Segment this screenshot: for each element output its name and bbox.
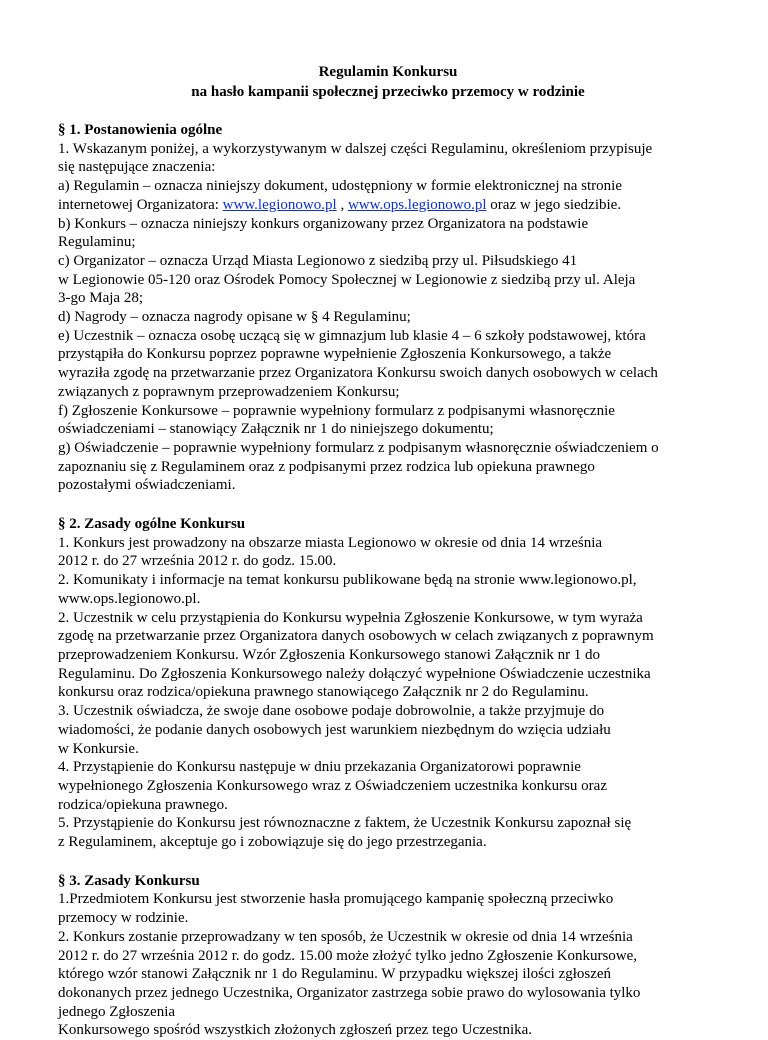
text-line-with-links [58, 196, 718, 215]
text-line: Konkursowego spośród wszystkich złożonych zgłoszeń przez tego Uczestnika. [58, 1022, 533, 1039]
text-line: b) Konkurs – oznacza niniejszy konkurs organizowany przez Organizatora na podstawie [58, 215, 589, 232]
text-line: e) Uczestnik – oznacza osobę uczącą się w gimnazjum lub klasie 4 – 6 szkoły podstawowej, która [58, 327, 646, 344]
text-line: Regulaminu; [58, 234, 136, 251]
document-subtitle: na hasło kampanii społecznej przeciwko przemocy w rodzinie [191, 84, 585, 100]
text-line: a) Regulamin – oznacza niniejszy dokument, udostępniony w formie elektronicznej na stronie [58, 178, 622, 195]
text-line: 2. Uczestnik w celu przystąpienia do Konkursu wypełnia Zgłoszenie Konkursowe, w tym wyraża [58, 609, 643, 626]
text-line: oświadczeniami – stanowiący Załącznik nr 1 do niniejszego dokumentu; [58, 421, 494, 438]
text-line: Regulaminu. Do Zgłoszenia Konkursowego należy dołączyć wypełnione Oświadczenie uczestnika [58, 665, 651, 682]
text-fragment: oraz w jego siedzibie. [486, 196, 622, 213]
text-fragment: internetowej Organizatora: [58, 196, 223, 213]
document-page [58, 62, 718, 1040]
text-line: konkursu oraz rodzica/opiekuna prawnego stanowiącego Załącznik nr 2 do Regulaminu. [58, 684, 589, 701]
section-2 [58, 515, 718, 852]
text-line: 4. Przystąpienie do Konkursu następuje w dniu przekazania Organizatorowi poprawnie [58, 759, 581, 776]
legionowo-link[interactable]: www.legionowo.pl [222, 196, 337, 213]
text-line: 3. Uczestnik oświadcza, że swoje dane osobowe podaje dobrowolnie, a także przyjmuje do [58, 703, 605, 720]
text-line: 2012 r. do 27 września 2012 r. do godz. 15.00 może złożyć tylko jedno Zgłoszenie Konkursowe, [58, 947, 638, 964]
section-2-heading: § 2. Zasady ogólne Konkursu [58, 516, 246, 533]
section-3-heading: § 3. Zasady Konkursu [58, 872, 200, 889]
text-line: związanych z poprawnym przeprowadzeniem Konkursu; [58, 383, 400, 400]
text-line: dokonanych przez jednego Uczestnika, Organizator zastrzega sobie prawo do wylosowania tylko [58, 984, 641, 1001]
document-title: Regulamin Konkursu [318, 64, 458, 80]
text-line: wypełnionego Zgłoszenia Konkursowego wraz z Oświadczeniem uczestnika konkursu oraz [58, 777, 607, 794]
text-line: zapoznaniu się z Regulaminem oraz z podpisanymi przez rodzica lub opiekuna prawnego [58, 458, 595, 475]
text-line: 2. Konkurs zostanie przeprowadzany w ten sposób, że Uczestnik w okresie od dnia 14 września [58, 928, 633, 945]
text-line: przemocy w rodzinie. [58, 910, 189, 927]
text-line: d) Nagrody – oznacza nagrody opisane w § 4 Regulaminu; [58, 309, 411, 326]
text-line: w Legionowie 05-120 oraz Ośrodek Pomocy Społecznej w Legionowie z siedzibą przy ul. Aleja [58, 271, 636, 288]
text-line: jednego Zgłoszenia [58, 1003, 176, 1020]
text-line: którego wzór stanowi Załącznik nr 1 do Regulaminu. W przypadku większej ilości zgłoszeń [58, 966, 612, 983]
text-line: wiadomości, że podanie danych osobowych jest warunkiem niezbędnym do wzięcia udziału [58, 721, 611, 738]
text-line: 2012 r. do 27 września 2012 r. do godz. 15.00. [58, 553, 337, 570]
text-line: g) Oświadczenie – poprawnie wypełniony formularz z podpisanym własnoręcznie oświadczeniem o [58, 439, 659, 456]
text-line: c) Organizator – oznacza Urząd Miasta Legionowo z siedzibą przy ul. Piłsudskiego 41 [58, 252, 578, 269]
text-line: pozostałymi oświadczeniami. [58, 477, 236, 494]
text-line: rodzica/opiekuna prawnego. [58, 796, 228, 813]
text-line: w Konkursie. [58, 740, 139, 757]
text-line: 1. Wskazanym poniżej, a wykorzystywanym w dalszej części Regulaminu, określeniom przypisuje [58, 140, 653, 157]
text-line: 1.Przedmiotem Konkursu jest stworzenie hasła promującego kampanię społeczną przeciwko [58, 891, 614, 908]
text-line: z Regulaminem, akceptuje go i zobowiązuje się do jego przestrzegania. [58, 834, 487, 851]
text-line: się następujące znaczenia: [58, 159, 216, 176]
text-line: f) Zgłoszenie Konkursowe – poprawnie wypełniony formularz z podpisanymi własnoręcznie [58, 402, 615, 419]
text-line: wyraziła zgodę na przetwarzanie przez Organizatora Konkursu swoich danych osobowych w celach [58, 365, 658, 382]
section-3 [58, 872, 718, 1040]
text-line: www.ops.legionowo.pl. [58, 590, 201, 607]
text-line: przystąpiła do Konkursu poprzez poprawne wypełnienie Zgłoszenia Konkursowego, a także [58, 346, 612, 363]
ops-legionowo-link[interactable]: www.ops.legionowo.pl [347, 196, 487, 213]
text-line: 2. Komunikaty i informacje na temat konkursu publikowane będą na stronie www.legionowo.pl, [58, 572, 637, 589]
text-line: 5. Przystąpienie do Konkursu jest równoznaczne z faktem, że Uczestnik Konkursu zapoznał się [58, 815, 632, 832]
text-line: 1. Konkurs jest prowadzony na obszarze miasta Legionowo w okresie od dnia 14 września [58, 534, 603, 551]
section-1 [58, 121, 718, 495]
text-line: przeprowadzeniem Konkursu. Wzór Zgłoszenia Konkursowego stanowi Załącznik nr 1 do [58, 646, 601, 663]
link-separator: , [336, 196, 348, 213]
text-line: 3-go Maja 28; [58, 290, 143, 307]
text-line: zgodę na przetwarzanie przez Organizatora danych osobowych w celach związanych z poprawnym [58, 628, 654, 645]
section-1-heading: § 1. Postanowienia ogólne [58, 122, 223, 138]
